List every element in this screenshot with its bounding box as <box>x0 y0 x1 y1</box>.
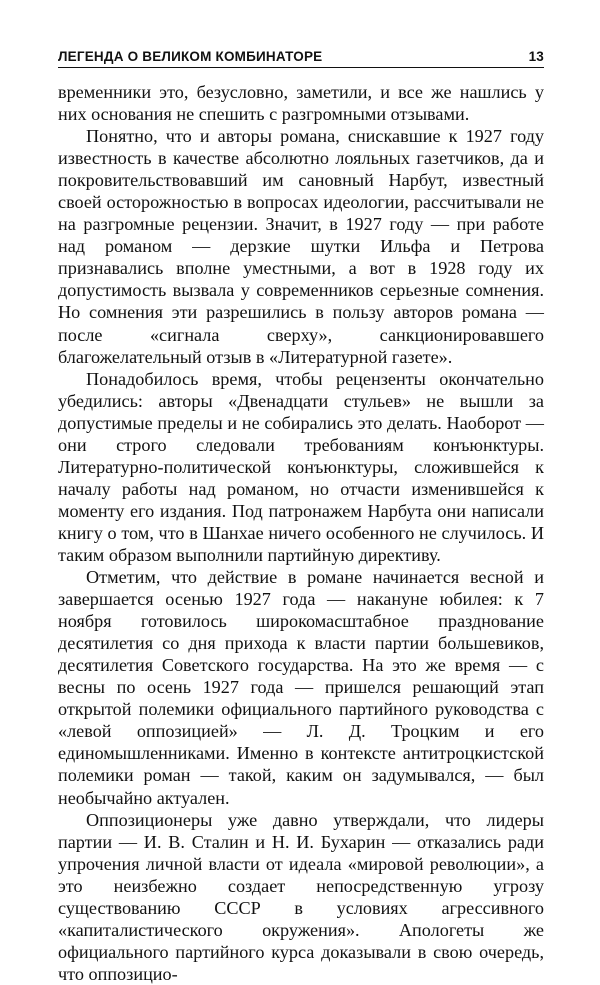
paragraph: Оппозиционеры уже давно утверждали, что лидеры партии — И. В. Сталин и Н. И. Бухарин — отказались ради упрочения личной власти от идеала «мировой революции», а это неизбежно создает непосредственную угрозу существованию СССР в условиях агрессивного «капиталистического окружения». Апологеты же официального партийного курса доказывали в свою очередь, что оппозицио- <box>58 809 544 984</box>
paragraph: Понятно, что и авторы романа, снискавшие к 1927 году известность в качестве абсолютно лояльных газетчиков, да и покровительствовавший им сановный Нарбут, известный своей осторожностью в вопросах идеологии, рассчитывали не на разгромные рецензии. Значит, в 1927 году — при работе над романом — дерзкие шутки Ильфа и Петрова признавались вполне уместными, а вот в 1928 году их допустимость вызвала у современников серьезные сомнения. Но сомнения эти разрешились в пользу авторов романа — после «сигнала сверху», санкционировавшего благожелательный отзыв в «Литературной газете». <box>58 126 544 367</box>
book-page <box>58 44 544 985</box>
running-title: ЛЕГЕНДА О ВЕЛИКОМ КОМБИНАТОРЕ <box>58 49 323 64</box>
body-text <box>58 81 544 985</box>
running-head <box>58 44 544 68</box>
paragraph: Понадобилось время, чтобы рецензенты окончательно убедились: авторы «Двенадцати стульев» не вышли за допустимые пределы и не собирались это делать. Наоборот — они строго следовали требованиям конъюнктуры. Литературно-политической конъюнктуры, сложившейся к началу работы над романом, но отчасти изменившейся к моменту его издания. Под патронажем Нарбута они написали книгу о том, что в Шанхае ничего особенного не случилось. И таким образом выполнили партийную директиву. <box>58 368 544 565</box>
paragraph-continuation: временники это, безусловно, заметили, и все же нашлись у них основания не спешить с разгромными отзывами. <box>58 82 544 125</box>
paragraph: Отметим, что действие в романе начинается весной и завершается осенью 1927 года — накануне юбилея: к 7 ноября готовилось широкомасштабное празднование десятилетия со дня прихода к власти партии большевиков, десятилетия Советского государства. На это же время — с весны по осень 1927 года — пришелся решающий этап открытой полемики официального партийного руководства с «левой оппозицией» — Л. Д. Троцким и его единомышленниками. Именно в контексте антитроцкистской полемики роман — такой, каким он задумывался, — был необычайно актуален. <box>58 567 544 808</box>
page-number: 13 <box>528 49 544 64</box>
